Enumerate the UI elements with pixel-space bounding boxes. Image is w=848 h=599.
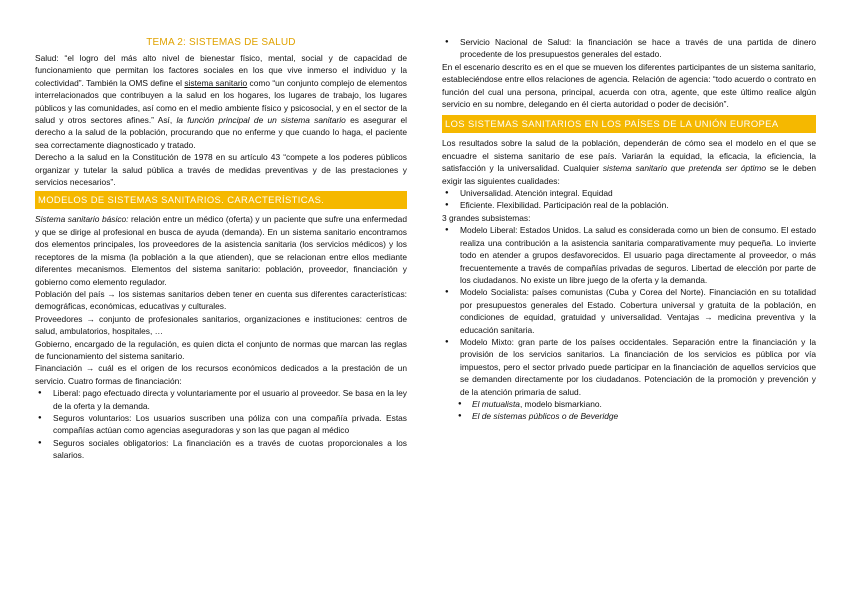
sistema-basico-paragraph: Sistema sanitario básico: relación entre un médico (oferta) y un paciente que sufre una enfermedad y que se dirige al profesional en busca de ayuda (demanda). En un sistema sanitario encontramos dos elementos principales, los proveedores de la asistencia sanitaria (los servicios médicos) y los receptores de la misma (la población a la que atienden), que se relacionan entre ellos mediante diferentes mecanismos. Elementos del sistema sanitario: población, proveedor, financiación y gobierno como elemento regulador. <box>35 214 408 287</box>
subsistemas-heading: 3 grandes subsistemas: <box>442 212 531 223</box>
escenario-paragraph: En el escenario descrito es en el que se mueven los diferentes participantes de un sistema sanitario, estableciéndose entre ellos relaciones de agencia. Relación de agencia: “todo acuerdo o contrato en función del cual una persona, principal, acuerda con otra, agente, que este último realice algún servicio en su nombre, delegando en él cierta autoridad o poder de decisión”. <box>442 61 816 110</box>
cualidades-list <box>442 187 816 212</box>
funcion-principal-term: la función principal de un sistema sanitario <box>176 115 346 126</box>
document-title: TEMA 2: SISTEMAS DE SALUD <box>146 37 296 48</box>
mixto-sublist <box>442 398 816 423</box>
list-item: ● Servicio Nacional de Salud: la financiación se hace a través de una partida de dinero procedente de los presupuestos generales del estado. <box>442 36 816 61</box>
gobierno-paragraph: Gobierno, encargado de la regulación, es quien dicta el conjunto de normas que marcan las reglas de funcionamiento del sistema sanitario. <box>35 338 407 361</box>
section-band-ue: LOS SISTEMAS SANITARIOS EN LOS PAÍSES DE LA UNIÓN EUROPEA <box>442 115 816 133</box>
left-column <box>35 36 407 462</box>
derecho-paragraph: Derecho a la salud en la Constitución de 1978 en su artículo 43 “compete a los poderes públicos organizar y tutelar la salud pública a través de medidas preventivas y de las prestaciones y servicios necesarios”. <box>35 152 407 188</box>
list-item: ● Modelo Socialista: países comunistas (Cuba y Corea del Norte). Financiación en su totalidad por presupuestos generales del Estado. Cobertura universal y gratuita de la población, en condiciones de equidad, gratuidad y universalidad. Ventajas → medicina preventiva y la educación sanitaria. <box>442 286 816 336</box>
salud-definition: Salud: “el logro del más alto nivel de bienestar físico, mental, social y de capacidad de funcionamiento que permitan los factores sociales en los que vive inmerso el individuo y la colectividad”. También la OMS define el sistema sanitario como “un conjunto complejo de elementos interrelacionados que contribuyen a la salud en los hogares, los lugares de trabajo, los lugares públicos y las comunidades, así como en el medio ambiente físico y psicosocial, y en el sector de la salud y otros sectores afines.” Así, la función principal de un sistema sanitario es asegurar el derecho a la salud de la población, procurando que no enferme y que cuando lo haga, el paciente sea correctamente diagnosticado y tratado. <box>35 53 407 150</box>
list-item: ● El mutualista, modelo bismarkiano. <box>442 398 816 410</box>
right-column <box>442 36 816 423</box>
modelos-list <box>442 224 816 398</box>
list-item: ● Modelo Mixto: gran parte de los países occidentales. Separación entre la financiación y la provisión de los servicios sanitarios. La financiación de los servicios es pública por vía impuestos, pero el sector privado puede participar en la financiación de aquellos servicios que se demanden directamente por los ciudadanos. Potenciación de la promoción y prevención y de la atención primaria de salud. <box>442 336 816 398</box>
proveedores-paragraph: Proveedores → conjunto de profesionales sanitarios, organizaciones e instituciones: centros de salud, ambulatorios, hospitales, … <box>35 313 407 337</box>
list-item: ● El de sistemas públicos o de Beveridge <box>442 410 816 422</box>
list-item: ● Liberal: pago efectuado directa y voluntariamente por el usuario al proveedor. Se basa en la ley de la oferta y la demanda. <box>35 387 407 412</box>
section-band-modelos: MODELOS DE SISTEMAS SANITARIOS. CARACTERÍSTICAS. <box>35 191 407 209</box>
financiacion-paragraph: Financiación → cuál es el origen de los recursos económicos dedicados a la prestación de un servicio. Cuatro formas de financiación: <box>35 363 407 386</box>
financiacion-list-continued <box>442 36 816 61</box>
list-item: ● Seguros sociales obligatorios: La financiación es a través de cuotas proporcionales a los salarios. <box>35 437 407 462</box>
list-item: ● Universalidad. Atención integral. Equidad <box>442 187 816 199</box>
financiacion-list <box>35 387 407 461</box>
sistema-sanitario-term: sistema sanitario <box>184 77 248 88</box>
list-item: ● Eficiente. Flexibilidad. Participación real de la población. <box>442 199 816 211</box>
poblacion-paragraph: Población del país → los sistemas sanitarios deben tener en cuenta sus diferentes características: demográficas, económicas, educativas y culturales. <box>35 288 407 312</box>
resultados-paragraph: Los resultados sobre la salud de la población, dependerán de cómo sea el modelo en el que se encuadre el sistema sanitario de ese país. Variarán la equidad, la eficacia, la eficiencia, la satisfacción y la universalidad. Cualquier sistema sanitario que pretenda ser óptimo se le deben exigir las siguientes cualidades: <box>442 138 817 186</box>
list-item: ● Modelo Liberal: Estados Unidos. La salud es considerada como un bien de consumo. El estado realiza una contribución a la asistencia sanitaria comparativamente muy pequeña. Lo invierte todo en atender a grupos desfavorecidos. El usuario paga directamente al proveedor, o más frecuentemente a través de compañías privadas de seguros. Libertad de elección por parte de los ciudadanos. No existe un libre juego de la oferta y la demanda. <box>442 224 816 286</box>
list-item: ● Seguros voluntarios: Los usuarios suscriben una póliza con una compañía privada. Estas compañías actúan como agencias aseguradoras y son las que pagan al médico <box>35 412 407 437</box>
